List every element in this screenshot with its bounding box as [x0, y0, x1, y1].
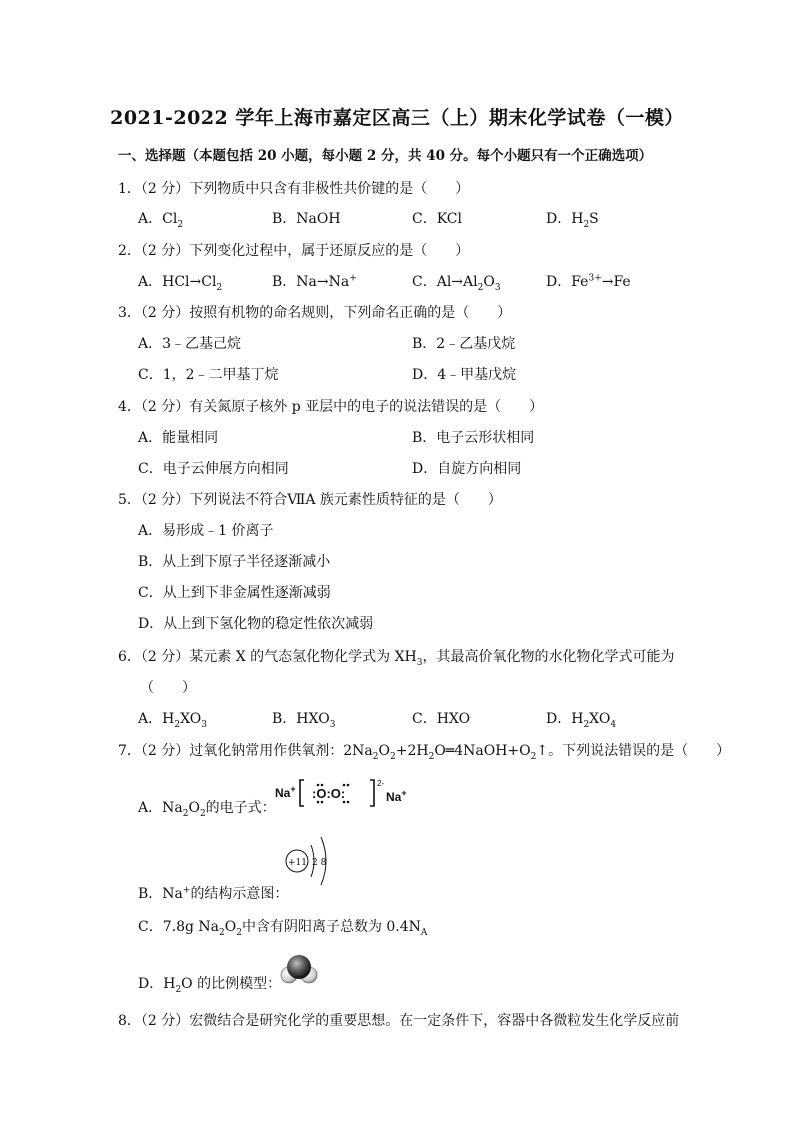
peroxide-charge-label: 2- — [377, 779, 385, 788]
q5-option-c: C．从上到下非金属性逐渐减弱 — [138, 585, 331, 601]
q7-option-b: B．Na+的结构示意图： — [138, 885, 289, 902]
na-right-ion: Na+ — [386, 788, 407, 804]
question-8-stem: 8．（2 分）宏微结合是研究化学的重要思想。在一定条件下，容器中各微粒发生化学反应前 — [118, 1013, 680, 1029]
q4-option-c: C．电子云伸展方向相同 — [138, 461, 289, 477]
q1-option-a: A．$Cl_2$ — [138, 211, 184, 230]
electron-shells-label: 2 8 — [312, 858, 327, 868]
q7-option-d: D．$H_2O$ 的比例模型： — [138, 976, 282, 995]
q1-option-c: C．KCl — [412, 211, 462, 227]
q3-option-b: B．2﹣乙基戊烷 — [412, 336, 516, 352]
sodium-ion-structure-diagram — [283, 833, 343, 893]
question-5-stem: 5．（2 分）下列说法不符合ⅦA 族元素性质特征的是（ ） — [118, 492, 502, 508]
q2-option-b: B．Na→Na+ — [272, 273, 357, 290]
nucleus-charge-label: +11 — [288, 858, 307, 868]
q2-option-d: D．$Fe^{3+}\to Fe$ — [546, 273, 631, 290]
q3-option-d: D．4﹣甲基戊烷 — [412, 367, 517, 383]
section-heading: 一、选择题（本题包括 20 小题，每小题 2 分，共 40 分。每个小题只有一个正确选项） — [118, 148, 653, 164]
water-space-filling-model — [278, 952, 322, 988]
q5-option-d: D．从上到下氢化物的稳定性依次减弱 — [138, 616, 374, 632]
question-2-stem: 2．（2 分）下列变化过程中，属于还原反应的是（ ） — [118, 243, 470, 259]
q3-option-c: C．1，2﹣二甲基丁烷 — [138, 367, 279, 383]
q6-option-b: B．$HXO_3$ — [272, 711, 336, 730]
q4-option-a: A．能量相同 — [138, 430, 219, 446]
q5-option-b: B．从上到下原子半径逐渐减小 — [138, 554, 331, 570]
q1-option-b: B．NaOH — [272, 211, 341, 227]
q2-option-a: A．$HCl\to Cl_2$ — [138, 274, 223, 293]
question-6-stem-line2: （ ） — [140, 680, 196, 696]
question-1-stem: 1．（2 分）下列物质中只含有非极性共价键的是（ ） — [118, 181, 470, 197]
question-6-stem: 6．（2 分）某元素 X 的气态氢化物化学式为 $XH_3$，其最高价氧化物的水化物化学式可能为 — [118, 649, 675, 668]
q6-option-c: C．HXO — [412, 711, 471, 727]
na-left-ion: Na+ — [275, 784, 296, 800]
page-title: 2021-2022 学年上海市嘉定区高三（上）期末化学试卷（一模） — [110, 107, 684, 129]
q2-option-c: C．$Al\to Al_2O_3$ — [412, 274, 501, 293]
peroxide-electron-dot-diagram — [298, 776, 388, 810]
peroxide-core-label: :O:O: — [312, 786, 346, 801]
question-7-stem: 7．（2 分）过氧化钠常用作供氧剂：$2Na_2O_2+2H_2O═4NaOH+O_2↑$。下列说法错误的是（ ） — [118, 743, 731, 762]
q4-option-b: B．电子云形状相同 — [412, 430, 535, 446]
question-4-stem: 4．（2 分）有关氮原子核外 p 亚层中的电子的说法错误的是（ ） — [118, 399, 544, 415]
question-3-stem: 3．（2 分）按照有机物的命名规则，下列命名正确的是（ ） — [118, 305, 512, 321]
q5-option-a: A．易形成﹣1 价离子 — [138, 523, 274, 539]
q1-option-d: D．$H_2S$ — [546, 211, 599, 230]
q6-option-d: D．$H_2XO_4$ — [546, 711, 617, 730]
q4-option-d: D．自旋方向相同 — [412, 461, 522, 477]
q7-option-c: C．7.8g $Na_2O_2$中含有阴阳离子总数为 $0.4N_A$ — [138, 919, 428, 938]
q3-option-a: A．3﹣乙基己烷 — [138, 336, 242, 352]
q7-option-a: A．$Na_2O_2$的电子式： — [138, 800, 276, 819]
q6-option-a: A．$H_2XO_3$ — [138, 711, 207, 730]
